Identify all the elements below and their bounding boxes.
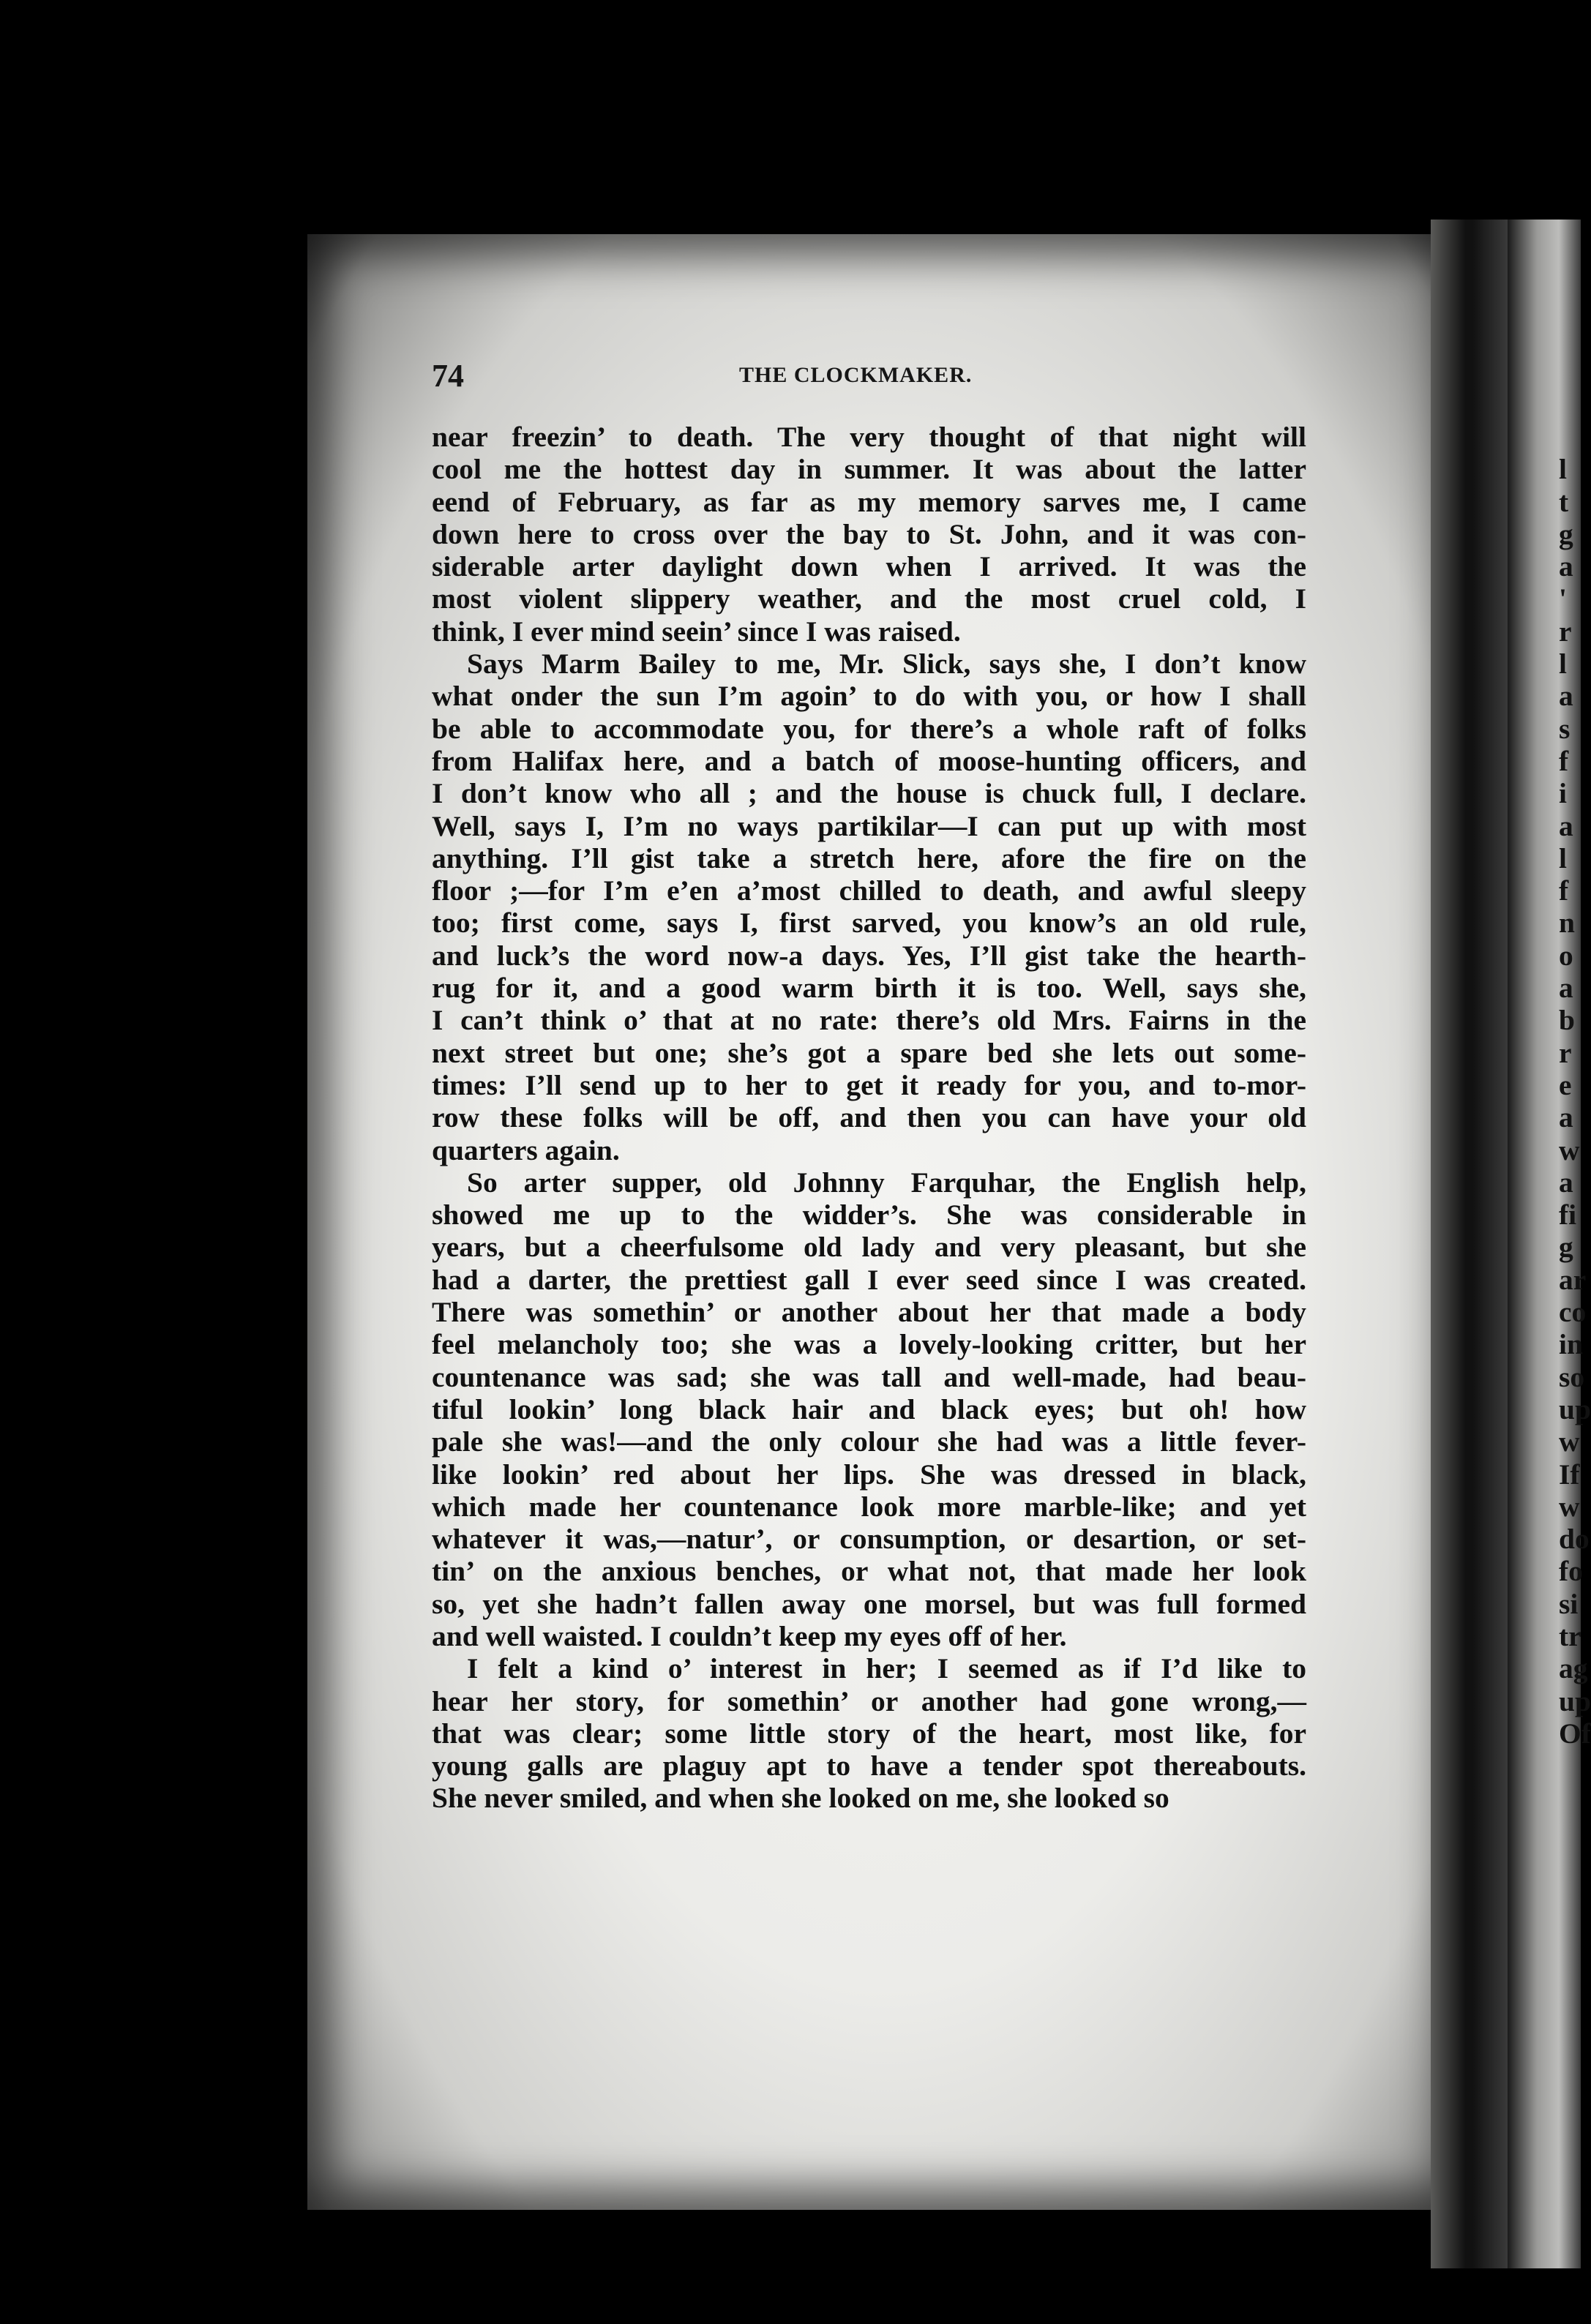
facing-page-fragment: r <box>1559 615 1572 648</box>
text-line: Well, says I, I’m no ways partikilar—I can put up with most <box>432 809 1306 842</box>
facing-page-fragment: ' <box>1559 582 1567 615</box>
text-line: so, yet she hadn’t fallen away one morsel, but was full formed <box>432 1587 1306 1620</box>
facing-page-fragment: fo <box>1559 1555 1583 1588</box>
facing-page-fragment: n <box>1559 907 1575 940</box>
text-line: pale she was!—and the only colour she had was a little fever- <box>432 1425 1306 1458</box>
text-line: and well waisted. I couldn’t keep my eyes off of her. <box>432 1619 1067 1652</box>
text-line: eend of February, as far as my memory sarves me, I came <box>432 485 1306 518</box>
facing-page-fragment: w <box>1559 1490 1580 1523</box>
facing-page-fragment: w <box>1559 1425 1580 1458</box>
facing-page-fragment: a <box>1559 1166 1573 1199</box>
facing-page-fragment: a <box>1559 809 1573 842</box>
text-line: tiful lookin’ long black hair and black eyes; but oh! how <box>432 1392 1306 1425</box>
facing-page-fragment: a <box>1559 1101 1573 1134</box>
text-line: There was somethin’ or another about her that made a body <box>432 1296 1306 1329</box>
text-line: quarters again. <box>432 1133 620 1166</box>
text-line: which made her countenance look more marble-like; and yet <box>432 1490 1306 1523</box>
text-line: cool me the hottest day in summer. It was about the latter <box>432 453 1306 486</box>
text-line: next street but one; she’s got a spare bed she lets out some- <box>432 1036 1306 1069</box>
facing-page-fragment: g <box>1559 517 1573 550</box>
facing-page-fragment: f <box>1559 744 1569 777</box>
text-line: siderable arter daylight down when I arrived. It was the <box>432 550 1306 583</box>
facing-page-fragment: tr <box>1559 1619 1581 1652</box>
facing-page-fragment: l <box>1559 648 1567 681</box>
running-head: THE CLOCKMAKER. <box>739 363 973 387</box>
text-line: years, but a cheerfulsome old lady and very pleasant, but she <box>432 1231 1306 1264</box>
facing-page-fragment: i <box>1559 777 1567 810</box>
facing-page-fragment: s <box>1559 712 1571 745</box>
text-line: most violent slippery weather, and the most cruel cold, I <box>432 582 1306 615</box>
text-line: whatever it was,—natur’, or consumption, or desartion, or set- <box>432 1523 1306 1556</box>
facing-page-fragment: in <box>1559 1328 1583 1361</box>
facing-page-text-fragments <box>1559 421 1591 1750</box>
facing-page-fragment: up <box>1559 1684 1591 1717</box>
text-line: I felt a kind o’ interest in her; I seemed as if I’d like to <box>467 1652 1306 1685</box>
facing-page-fragment: co <box>1559 1296 1587 1329</box>
text-line: feel melancholy too; she was a lovely-looking critter, but her <box>432 1328 1306 1361</box>
facing-page-fragment: a <box>1559 550 1573 583</box>
text-line: I can’t think o’ that at no rate: there’s old Mrs. Fairns in the <box>432 1004 1306 1037</box>
facing-page-fragment: so <box>1559 1360 1585 1393</box>
facing-page-fragment: r <box>1559 1036 1572 1069</box>
text-line: countenance was sad; she was tall and well-made, had beau- <box>432 1360 1306 1393</box>
facing-page-fragment: f <box>1559 874 1569 907</box>
facing-page-fragment: o <box>1559 939 1573 972</box>
text-line: showed me up to the widder’s. She was considerable in <box>432 1199 1306 1232</box>
facing-page-fragment: Of <box>1559 1717 1591 1750</box>
facing-page-fragment: do <box>1559 1523 1590 1556</box>
text-line: times: I’ll send up to her to get it ready for you, and to-mor- <box>432 1068 1306 1101</box>
text-line: hear her story, for somethin’ or another had gone wrong,— <box>432 1684 1306 1717</box>
facing-page-fragment: ag <box>1559 1652 1588 1685</box>
text-line: what onder the sun I’m agoin’ to do with you, or how I shall <box>432 680 1306 713</box>
facing-page-fragment: a <box>1559 972 1573 1005</box>
text-line: I don’t know who all ; and the house is chuck full, I declare. <box>432 777 1306 810</box>
facing-page-fragment: ar <box>1559 1263 1587 1296</box>
text-line: anything. I’ll gist take a stretch here, afore the fire on the <box>432 841 1306 874</box>
text-line: So arter supper, old Johnny Farquhar, the English help, <box>467 1166 1306 1199</box>
text-line: floor ;—for I’m e’en a’most chilled to death, and awful sleepy <box>432 874 1306 907</box>
facing-page-fragment: w <box>1559 1133 1580 1166</box>
facing-page-fragment: b <box>1559 1004 1575 1037</box>
text-line: young galls are plaguy apt to have a tender spot thereabouts. <box>432 1750 1306 1783</box>
facing-page-fragment: fi <box>1559 1199 1577 1232</box>
book-gutter <box>1431 220 1508 2268</box>
facing-page-fragment: si <box>1559 1587 1579 1620</box>
text-line: She never smiled, and when she looked on me, she looked so <box>432 1782 1169 1815</box>
facing-page-fragment: up <box>1559 1392 1591 1425</box>
facing-page-fragment: g <box>1559 1231 1573 1264</box>
body-text <box>432 421 1306 1815</box>
text-line: Says Marm Bailey to me, Mr. Slick, says she, I don’t know <box>467 648 1306 681</box>
facing-page-fragment: l <box>1559 841 1567 874</box>
text-line: like lookin’ red about her lips. She was dressed in black, <box>432 1458 1306 1491</box>
facing-page-fragment: If <box>1559 1458 1580 1491</box>
text-line: down here to cross over the bay to St. John, and it was con- <box>432 517 1306 550</box>
text-line: tin’ on the anxious benches, or what not, that made her look <box>432 1555 1306 1588</box>
text-line: had a darter, the prettiest gall I ever seed since I was created. <box>432 1263 1306 1296</box>
text-line: that was clear; some little story of the heart, most like, for <box>432 1717 1306 1750</box>
text-line: be able to accommodate you, for there’s a whole raft of folks <box>432 712 1306 745</box>
facing-page-fragment: a <box>1559 680 1573 713</box>
facing-page-fragment: t <box>1559 485 1569 518</box>
text-line: from Halifax here, and a batch of moose-hunting officers, and <box>432 744 1306 777</box>
text-line: and luck’s the word now-a days. Yes, I’ll gist take the hearth- <box>432 939 1306 972</box>
text-line: think, I ever mind seein’ since I was raised. <box>432 615 961 648</box>
text-line: too; first come, says I, first sarved, you know’s an old rule, <box>432 907 1306 940</box>
text-line: rug for it, and a good warm birth it is too. Well, says she, <box>432 972 1306 1005</box>
facing-page-fragment: l <box>1559 453 1567 486</box>
page-number: 74 <box>432 358 464 394</box>
facing-page-fragment <box>1559 421 1581 453</box>
page-header <box>432 357 1325 401</box>
facing-page-fragment: e <box>1559 1068 1572 1101</box>
text-line: row these folks will be off, and then you can have your old <box>432 1101 1306 1134</box>
text-line: near freezin’ to death. The very thought of that night will <box>432 421 1306 453</box>
